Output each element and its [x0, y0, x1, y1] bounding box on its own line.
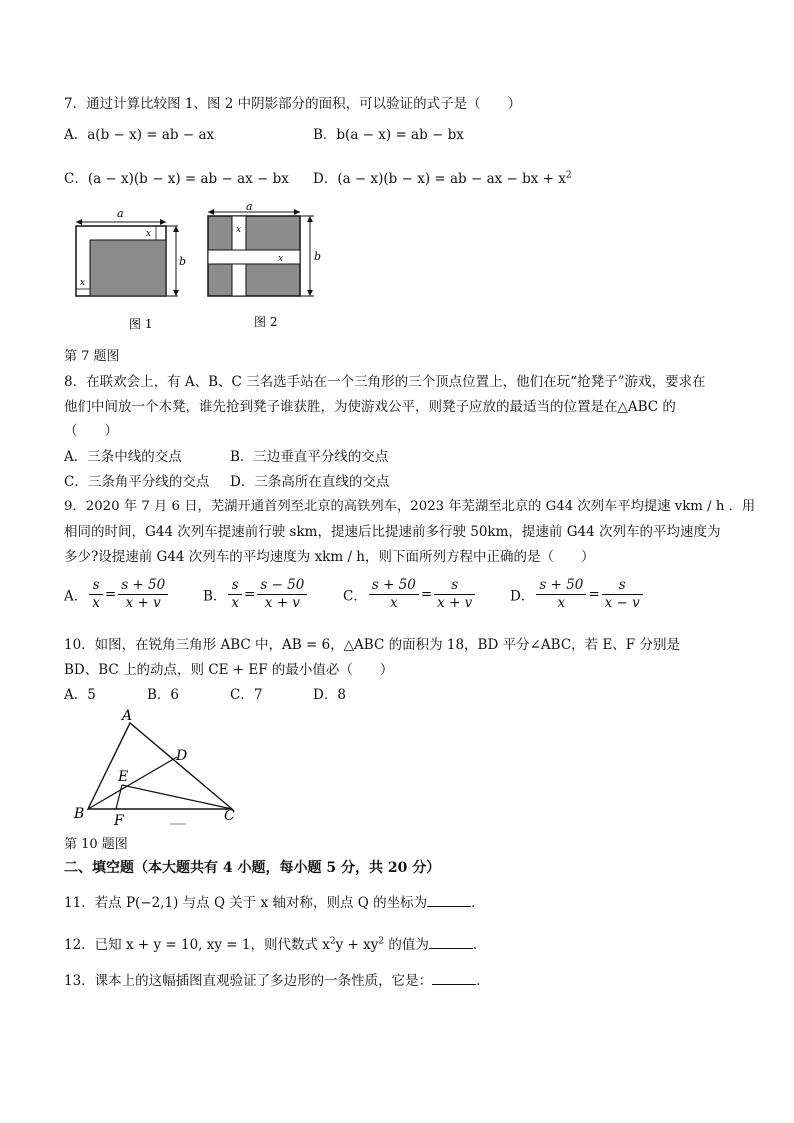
q8-stem-line1: 8．在联欢会上，有 A、B、C 三名选手站在一个三角形的三个顶点位置上，他们在玩“抢凳子”游戏，要求在	[64, 374, 706, 390]
q8-stem-line2: 他们中间放一个木凳，谁先抢到凳子谁获胜，为使游戏公平，则凳子应放的最适当的位置是在△ABC 的	[64, 399, 676, 415]
point-b-label: B	[74, 806, 85, 822]
q8-option-b: B．三边垂直平分线的交点	[230, 449, 389, 465]
q12: 12．已知 x + y = 10, xy = 1，则代数式 $x^2y + xy^2$ 的值为 ．	[64, 936, 487, 953]
q10-figure-label: 第 10 题图	[64, 837, 128, 852]
fig1-arrowhead-left	[76, 219, 82, 225]
fig1-label-a: a	[117, 207, 124, 220]
q10-triangle-figure	[70, 703, 250, 828]
fig1-label-x-top: x	[146, 229, 152, 239]
q9-option-c: C． $\frac{s + 50}{x}$ = $\frac{s}{x + v}$	[343, 577, 477, 612]
q10-stem-line1: 10．如图，在锐角三角形 ABC 中，AB = 6，△ABC 的面积为 18，BD 平分∠ABC，若 E、F 分别是	[64, 637, 680, 653]
q10-option-c: C．7	[230, 687, 263, 703]
fig1-arrowhead-right	[160, 219, 166, 225]
fig2-label-x-vertical: x	[236, 225, 242, 235]
fig2-label-a: a	[246, 200, 253, 213]
q9-stem-line3: 多少?设提速前 G44 次列车的平均速度为 xkm / h，则下面所列方程中正确的是（ ）	[64, 549, 595, 565]
fig2-caption: 图 2	[254, 315, 278, 329]
segment-ef	[116, 785, 122, 809]
q9-option-a: A． $\frac{s}{x}$ = $\frac{s + 50}{x + v}$	[64, 577, 170, 612]
q8-stem-line3: （ ）	[64, 423, 118, 439]
q8-option-a: A．三条中线的交点	[64, 449, 182, 465]
q7-option-a: A．a(b − x) = ab − ax	[64, 127, 215, 143]
fig2-label-x-horizontal: x	[278, 254, 284, 264]
q7-figure-label: 第 7 题图	[64, 349, 120, 364]
q9-option-b: B． $\frac{s}{x}$ = $\frac{s - 50}{x + v}$	[203, 577, 309, 612]
segment-ce	[122, 785, 232, 809]
point-c-label: C	[224, 808, 235, 824]
point-e-label: E	[118, 769, 129, 785]
fig2-horizontal-strip	[208, 250, 300, 264]
q8-option-c: C．三条角平分线的交点	[64, 474, 210, 490]
fig1-label-x-left: x	[80, 278, 86, 288]
q10-option-d: D．8	[313, 687, 346, 703]
q9-stem-line2: 相同的时间，G44 次列车提速前行驶 skm，提速后比提速前多行驶 50km，提速前 G44 次列车的平均速度为	[64, 524, 721, 540]
q13: 13．课本上的这幅插图直观验证了多边形的一条性质，它是： ．	[64, 973, 490, 989]
q9-option-d: D． $\frac{s + 50}{x}$ = $\frac{s}{x - v}$	[510, 577, 645, 612]
q7-option-d: D．(a − x)(b − x) = ab − ax − bx + $x^2$	[313, 170, 572, 187]
section-2-heading: 二、填空题（本大题共有 4 小题，每小题 5 分，共 20 分）	[64, 860, 441, 876]
figure-2	[208, 200, 321, 329]
q11-answer-blank	[427, 894, 471, 907]
fig1-shaded-rect	[90, 240, 166, 296]
fig1-label-b: b	[179, 255, 187, 268]
q11: 11．若点 P(−2,1) 与点 Q 关于 x 轴对称，则点 Q 的坐标为 ．	[64, 895, 485, 911]
q7-stem: 7．通过计算比较图 1、图 2 中阴影部分的面积，可以验证的式子是（ ）	[64, 96, 522, 112]
point-d-label: D	[176, 748, 188, 764]
fig1-caption: 图 1	[129, 317, 153, 331]
q7-figure	[66, 200, 336, 340]
q9-stem-line1: 9．2020 年 7 月 6 日，芜湖开通首列至北京的高铁列车，2023 年芜湖至北京的 G44 次列车平均提速 vkm / h ．用	[64, 499, 756, 514]
point-f-label: F	[114, 813, 124, 828]
q10-option-a: A．5	[64, 687, 96, 703]
q8-option-d: D．三条高所在直线的交点	[230, 474, 390, 490]
q12-answer-blank	[429, 936, 473, 949]
q10-stem-line2: BD、BC 上的动点，则 CE + EF 的最小值必（ ）	[64, 662, 394, 678]
fig2-label-b: b	[314, 250, 322, 263]
q10-option-b: B．6	[147, 687, 180, 703]
point-a-label: A	[122, 708, 133, 724]
figure-1	[76, 207, 186, 331]
q7-option-b: B．b(a − x) = ab − bx	[313, 127, 464, 143]
q13-answer-blank	[432, 972, 476, 985]
q7-option-c: C．(a − x)(b − x) = ab − ax − bx	[64, 171, 289, 187]
